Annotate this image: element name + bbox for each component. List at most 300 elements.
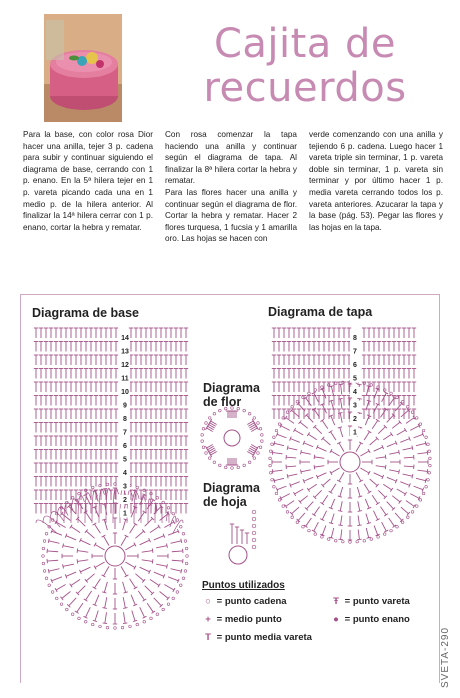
stitch-mark [182, 577, 185, 580]
stitch-mark [404, 457, 414, 458]
stitch-mark [338, 384, 342, 385]
stitch-mark [314, 533, 317, 536]
stitch-mark [278, 423, 281, 426]
stitch-mark [47, 551, 58, 552]
stitch-mark [201, 440, 204, 443]
stitch-mark [340, 501, 342, 511]
stitch-mark [331, 451, 340, 456]
stitch-mark [60, 603, 63, 606]
stitch-mark [253, 417, 256, 420]
stitch-mark [261, 434, 264, 437]
stitch-mark [380, 409, 386, 417]
stitch-mark [181, 569, 182, 573]
stitch-mark [252, 510, 256, 514]
stitch-mark [271, 479, 274, 482]
stitch-mark [179, 525, 182, 528]
stitch-mark [77, 551, 88, 553]
stitch-mark [172, 512, 175, 515]
stitch-mark [306, 415, 313, 422]
stitch-mark [252, 538, 256, 542]
stitch-mark [365, 499, 369, 508]
stitch-mark [329, 491, 333, 493]
stitch-mark [380, 507, 386, 515]
stitch-mark [301, 452, 311, 454]
stitch-mark [231, 467, 234, 470]
row-number: 1 [123, 510, 127, 518]
stitch-mark [392, 422, 400, 428]
stitch-mark [390, 529, 393, 532]
stitch-mark [410, 494, 419, 499]
stitch-mark [213, 461, 216, 464]
stitch-mark [167, 507, 170, 510]
stitch-mark [288, 448, 298, 450]
stitch-mark [121, 566, 127, 576]
row-number: 1 [353, 429, 357, 437]
stitch-mark [147, 603, 153, 612]
stitch-mark [340, 399, 341, 409]
stitch-mark [273, 436, 276, 439]
stitch-mark [411, 511, 414, 514]
legend-title: Puntos utilizados [202, 580, 285, 591]
stitch-mark [422, 492, 425, 495]
stitch-mark [314, 465, 315, 469]
stitch-mark [358, 501, 360, 511]
stitch-mark [248, 412, 251, 415]
stitch-mark [338, 525, 342, 526]
stitch-mark [71, 496, 74, 499]
stitch-mark [306, 502, 313, 509]
stitch-mark [86, 574, 94, 581]
stitch-mark [416, 478, 426, 480]
row-number: 14 [121, 335, 129, 342]
stitch-mark [296, 521, 299, 524]
stitch-mark [323, 438, 331, 445]
stitch-mark [42, 555, 45, 558]
stitch-mark [370, 384, 373, 387]
stitch-mark [224, 466, 227, 469]
stitch-mark [202, 446, 205, 449]
stitch-mark [366, 386, 368, 396]
title-line-2: recuerdos [203, 65, 407, 111]
stitch-mark [387, 502, 394, 509]
stitch-mark [167, 603, 170, 606]
base-diagram [34, 328, 189, 629]
stitch-mark [114, 627, 117, 630]
stitch-mark [80, 540, 90, 545]
stitch-mark [390, 432, 392, 436]
stitch-mark [248, 461, 251, 464]
stitch-mark [370, 538, 373, 541]
stitch-mark [340, 515, 341, 525]
stitch-mark [49, 541, 60, 543]
stitch-mark [77, 548, 78, 552]
stitch-mark [314, 522, 319, 531]
stitch-mark [167, 564, 168, 568]
stitch-mark [403, 474, 413, 476]
stitch-mark [428, 471, 431, 474]
stitch-mark [138, 591, 144, 600]
stitch-mark [368, 431, 372, 433]
stitch-mark [151, 611, 155, 613]
stitch-mark [327, 538, 330, 541]
stitch-mark [338, 511, 342, 512]
stitch-mark [145, 519, 153, 527]
legend-item [202, 596, 287, 607]
stitch-mark [404, 466, 414, 467]
stitch-mark [86, 531, 94, 538]
stitch-mark [357, 384, 361, 385]
diagram-flor-label: Diagrama de flor [203, 381, 260, 409]
stitch-mark [252, 524, 256, 528]
stitch-mark [99, 489, 104, 523]
stitch-mark [376, 502, 380, 504]
stitch-mark [425, 436, 428, 439]
stitch-mark [205, 452, 208, 455]
stitch-mark [389, 452, 399, 454]
stitch-mark [94, 524, 100, 533]
stitch-mark [143, 599, 147, 601]
stitch-mark [411, 411, 414, 414]
stitch-mark [43, 516, 60, 527]
stitch-mark [156, 613, 159, 616]
diagram-tapa-label: Diagrama de tapa [268, 305, 373, 319]
stitch-mark [274, 443, 284, 445]
stitch-mark [48, 569, 49, 573]
stitch-mark [95, 562, 105, 568]
stitch-mark [164, 585, 174, 591]
diagram-hoja-label: Diagrama de hoja [203, 481, 260, 509]
stitch-mark [286, 511, 289, 514]
stitch-mark [125, 562, 135, 568]
stitch-mark [243, 409, 246, 412]
stitch-mark [123, 520, 126, 531]
stitch-mark [331, 484, 336, 492]
stitch-mark [62, 592, 71, 599]
stitch-mark [307, 488, 309, 492]
stitch-mark [329, 523, 333, 524]
stitch-mark [390, 488, 392, 492]
stitch-mark [320, 419, 324, 421]
instructions-paragraph: Para las flores hacer una anilla y continuar según el diagrama de flor. Cortar la hebra y rematar. Hacer 2 flores turquesa, 1 fucsia y 1 amarilla oro. Las hojas se hacen con [165, 187, 297, 244]
stitch-mark [383, 434, 391, 440]
stitch-mark [415, 417, 418, 420]
stitch-mark [383, 484, 391, 490]
stitch-mark [182, 532, 185, 535]
stitch-mark [314, 455, 315, 459]
row-number: 2 [353, 416, 357, 423]
stitch-mark [285, 504, 287, 508]
stitch-mark [295, 489, 304, 494]
stitch-mark [401, 400, 404, 403]
stitch-mark [419, 499, 422, 502]
stitch-mark [338, 539, 342, 540]
stitch-mark [425, 479, 426, 483]
stitch-mark [71, 579, 80, 585]
stitch-mark [412, 446, 413, 450]
stitch-mark [52, 577, 62, 581]
stitch-mark [364, 432, 369, 440]
stitch-mark [179, 584, 182, 587]
stitch-mark [151, 499, 155, 501]
stitch-mark [290, 439, 299, 443]
stitch-mark [70, 584, 72, 588]
stitch-mark [422, 429, 425, 432]
stitch-mark [277, 486, 286, 490]
row-number: 3 [353, 402, 357, 410]
stitch-mark [428, 450, 431, 453]
stitch-mark [224, 430, 240, 446]
row-number: 6 [123, 443, 127, 450]
stitch-mark [376, 466, 386, 467]
stitch-mark [378, 427, 385, 434]
stitch-mark [184, 570, 187, 573]
stitch-mark [142, 560, 153, 562]
stitch-mark [275, 429, 278, 432]
stitch-mark [208, 417, 211, 420]
stitch-mark [158, 525, 160, 529]
stitch-mark [145, 586, 153, 594]
stitch-mark [261, 440, 264, 443]
stitch-mark [374, 389, 378, 398]
stitch-mark [93, 523, 97, 525]
stitch-mark [123, 582, 126, 593]
stitch-mark [273, 485, 276, 488]
stitch-mark [389, 398, 395, 406]
stitch-mark [36, 520, 57, 534]
stitch-mark [358, 496, 362, 497]
stitch-mark [140, 607, 145, 617]
stitch-mark [300, 496, 308, 502]
stitch-mark [186, 555, 189, 558]
stitch-mark [415, 505, 418, 508]
stitch-mark [103, 608, 107, 609]
legend-item [202, 632, 312, 643]
stitch-mark [322, 495, 328, 503]
stitch-mark [77, 560, 88, 562]
stitch-mark [378, 490, 385, 497]
stitch-mark [167, 544, 168, 548]
stitch-mark [412, 474, 413, 478]
stitch-mark [340, 413, 342, 423]
stitch-mark [48, 584, 51, 587]
stitch-mark [418, 453, 428, 454]
stitch-mark [142, 551, 153, 553]
stitch-mark [272, 469, 273, 473]
stitch-mark [399, 470, 400, 474]
stitch-mark [84, 620, 87, 623]
stitch-mark [131, 507, 135, 517]
row-number: 5 [353, 375, 357, 383]
stitch-mark [363, 539, 366, 542]
row-number: 4 [123, 470, 127, 477]
row-number: 11 [121, 375, 129, 383]
stitch-mark [331, 432, 336, 440]
stitch-mark [340, 487, 343, 497]
stitch-mark [410, 426, 419, 431]
stitch-mark [300, 422, 308, 428]
stitch-mark [252, 545, 256, 549]
stitch-mark [135, 574, 143, 581]
stitch-mark [160, 592, 169, 599]
stitch-mark [322, 511, 326, 520]
stitch-mark [395, 404, 402, 411]
stitch-mark [286, 418, 294, 424]
stitch-mark [121, 536, 127, 546]
legend-label: = punto cadena [216, 596, 287, 607]
stitch-mark [229, 546, 247, 564]
legend-item [202, 614, 282, 625]
stitch-mark [140, 567, 150, 572]
stitch-mark [358, 530, 359, 540]
stitch-mark [372, 495, 378, 503]
stitch-mark [342, 540, 345, 543]
stitch-mark [331, 386, 333, 396]
stitch-mark [296, 400, 299, 403]
stitch-mark [103, 488, 107, 489]
stitch-mark [95, 507, 99, 517]
stitch-mark [295, 430, 304, 435]
stitch-mark [85, 607, 90, 617]
stitch-mark [185, 562, 188, 565]
stitch-mark [154, 572, 164, 576]
stitch-mark [374, 447, 383, 451]
stitch-mark [208, 457, 211, 460]
stitch-mark [168, 577, 178, 581]
stitch-mark [357, 398, 361, 399]
stitch-mark [385, 465, 386, 469]
stitch-mark [71, 527, 80, 533]
stitch-mark [252, 531, 256, 535]
stitch-mark [123, 612, 125, 623]
stitch-mark [418, 470, 428, 471]
stitch-mark [271, 443, 274, 446]
stitch-mark [312, 514, 316, 516]
stitch-mark [104, 582, 107, 593]
stitch-mark [201, 434, 204, 437]
stitch-mark [340, 452, 360, 472]
stitch-mark [427, 450, 428, 454]
stitch-mark [396, 396, 399, 399]
stitch-mark [317, 473, 326, 477]
stitch-mark [170, 516, 176, 527]
stitch-mark [356, 540, 359, 543]
stitch-mark [338, 427, 342, 428]
legend-label: = medio punto [216, 614, 282, 625]
stitch-mark [370, 479, 378, 486]
stitch-mark [140, 540, 150, 545]
stitch-mark [252, 517, 256, 521]
stitch-mark [358, 515, 359, 525]
stitch-mark [162, 608, 165, 611]
stitch-mark [372, 420, 378, 428]
stitch-mark [322, 526, 326, 535]
stitch-mark [403, 448, 413, 450]
stitch-mark [259, 446, 262, 449]
row-number: 2 [123, 497, 127, 504]
stitch-mark [387, 443, 396, 447]
stitch-mark [308, 392, 311, 395]
stitch-mark [124, 592, 128, 593]
stitch-mark [331, 528, 333, 538]
stitch-mark [269, 457, 272, 460]
stitch-mark [66, 536, 76, 540]
stitch-mark [273, 453, 283, 454]
stitch-mark [104, 536, 110, 546]
stitch-mark [273, 470, 283, 471]
stitch-mark [95, 595, 99, 605]
stitch-mark [218, 464, 221, 467]
stitch-mark [102, 592, 106, 593]
stitch-mark [427, 443, 430, 446]
stitch-mark [387, 415, 394, 422]
stitch-mark [48, 539, 49, 543]
stitch-mark [314, 457, 324, 458]
stitch-mark [130, 579, 136, 588]
stitch-mark [69, 598, 76, 606]
side-label-text: SVETA-290 [440, 626, 451, 688]
stitch-mark [94, 579, 100, 588]
stitch-mark [86, 591, 92, 600]
stitch-mark [152, 559, 153, 563]
stitch-mark [301, 470, 302, 474]
treble-stitch-icon: Ŧ [333, 596, 339, 607]
stitch-mark [134, 587, 138, 589]
stitch-mark [55, 597, 58, 600]
stitch-mark [84, 599, 88, 601]
stitch-mark [425, 441, 426, 445]
stitch-mark [331, 514, 334, 524]
diagram-base-label: Diagrama de base [32, 306, 139, 320]
row-number: 7 [123, 429, 127, 437]
stitch-mark [274, 479, 275, 483]
stitch-mark [71, 499, 79, 523]
half-double-stitch-icon: + [205, 614, 211, 625]
stitch-mark [131, 595, 135, 605]
stitch-mark [181, 539, 182, 543]
stitch-mark [172, 551, 183, 552]
stitch-mark [52, 531, 62, 535]
row-number: 10 [121, 389, 129, 396]
stitch-mark [259, 427, 262, 430]
stitch-mark [123, 623, 127, 624]
stitch-mark [45, 532, 48, 535]
stitch-mark [407, 516, 410, 519]
stitch-mark [269, 471, 272, 474]
stitch-mark [331, 468, 340, 473]
stitch-mark [42, 547, 45, 550]
stitch-mark [287, 446, 288, 450]
slip-stitch-icon: ● [333, 614, 339, 625]
stitch-mark [286, 411, 289, 414]
stitch-mark [376, 457, 386, 458]
stitch-mark [383, 533, 386, 536]
stitch-mark [340, 427, 343, 437]
stitch-mark [425, 485, 428, 488]
stitch-mark [80, 567, 90, 572]
stitch-mark [63, 564, 74, 566]
stitch-mark [329, 400, 333, 401]
row-number: 13 [121, 348, 129, 356]
legend-item [330, 596, 410, 607]
title-line-1: Cajita de [213, 21, 397, 67]
row-number: 8 [353, 335, 357, 342]
stitch-mark [370, 438, 378, 445]
stitch-mark [419, 423, 422, 426]
stitch-mark [292, 410, 299, 417]
stitch-mark [356, 472, 361, 481]
stitch-mark [123, 608, 127, 609]
stitch-mark [414, 434, 423, 438]
